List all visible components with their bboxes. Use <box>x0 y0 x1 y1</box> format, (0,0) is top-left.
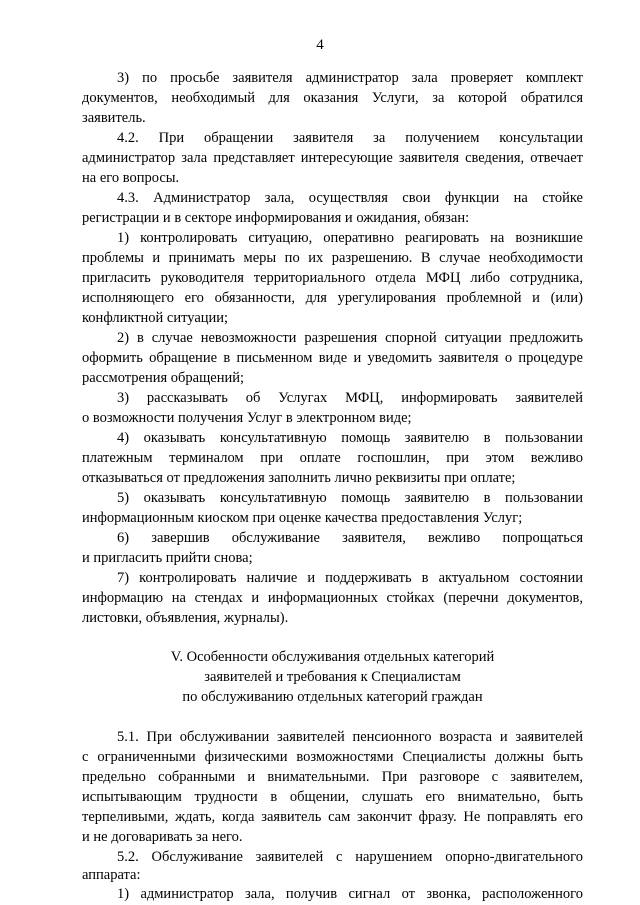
text-line: исполняющего его обязанности, для урегулирования проблемной и (или) <box>82 290 583 306</box>
text-line: 4.2. При обращении заявителя за получением консультации <box>117 130 583 146</box>
text-line: 5) оказывать консультативную помощь заявителю в пользовании <box>117 490 583 506</box>
text-line: отказываться от предложения заполнить лично реквизиты при оплате; <box>82 470 516 486</box>
text-line: 2) в случае невозможности разрешения спорной ситуации предложить <box>117 330 583 346</box>
section-heading: заявителей и требования к Специалистам <box>204 669 461 685</box>
text-line: 4) оказывать консультативную помощь заявителю в пользовании <box>117 430 583 446</box>
text-line: 4.3. Администратор зала, осуществляя свои функции на стойке <box>117 190 583 206</box>
text-line: с ограниченными физическими возможностями Специалисты должны быть <box>82 749 583 765</box>
text-line: заявитель. <box>82 110 146 126</box>
text-line: рассмотрения обращений; <box>82 370 245 386</box>
text-line: платежным терминалом при оплате госпошлин, при этом вежливо <box>82 450 583 466</box>
text-line: 3) по просьбе заявителя администратор зала проверяет комплект <box>117 70 583 86</box>
text-line: документов, необходимый для оказания Услуги, за которой обратился <box>82 90 583 106</box>
text-line: администратор зала представляет интересующие заявителя сведения, отвечает <box>82 150 583 166</box>
text-line: испытывающим трудности в общении, слушать его внимательно, быть <box>82 789 583 805</box>
section-heading: по обслуживанию отдельных категорий граждан <box>182 689 483 705</box>
text-line: на его вопросы. <box>82 170 180 186</box>
text-line: о возможности получения Услуг в электронном виде; <box>82 410 412 426</box>
page-number: 4 <box>316 37 324 53</box>
text-line: 3) рассказывать об Услугах МФЦ, информировать заявителей <box>117 390 583 406</box>
text-line: листовки, объявления, журналы). <box>82 610 289 626</box>
text-line: 1) администратор зала, получив сигнал от звонка, расположенного <box>117 886 583 902</box>
text-line: и не договаривать за него. <box>82 829 243 845</box>
text-line: информационным киоском при оценке качества предоставления Услуг; <box>82 510 523 526</box>
text-line: 5.2. Обслуживание заявителей с нарушением опорно-двигательного <box>117 849 583 865</box>
text-line: информацию на стендах и информационных стойках (перечни документов, <box>82 590 583 606</box>
text-line: 1) контролировать ситуацию, оперативно реагировать на возникшие <box>117 230 583 246</box>
text-line: регистрации и в секторе информирования и ожидания, обязан: <box>82 210 470 226</box>
text-line: конфликтной ситуации; <box>82 310 229 326</box>
text-line: терпеливыми, ждать, когда заявитель сам закончит фразу. Не поправлять его <box>82 809 583 825</box>
text-line: и пригласить прийти снова; <box>82 550 253 566</box>
section-heading: V. Особенности обслуживания отдельных категорий <box>170 649 495 665</box>
text-line: аппарата: <box>82 867 141 883</box>
text-line: 5.1. При обслуживании заявителей пенсионного возраста и заявителей <box>117 729 583 745</box>
text-line: оформить обращение в письменном виде и уведомить заявителя о процедуре <box>82 350 583 366</box>
text-line: 6) завершив обслуживание заявителя, вежливо попрощаться <box>117 530 583 546</box>
text-line: пригласить руководителя территориального отдела МФЦ либо сотрудника, <box>82 270 583 286</box>
text-line: проблемы и принимать меры по их разрешению. В случае необходимости <box>82 250 583 266</box>
text-line: предельно собранными и внимательными. При разговоре с заявителем, <box>82 769 583 785</box>
text-line: 7) контролировать наличие и поддерживать в актуальном состоянии <box>117 570 583 586</box>
